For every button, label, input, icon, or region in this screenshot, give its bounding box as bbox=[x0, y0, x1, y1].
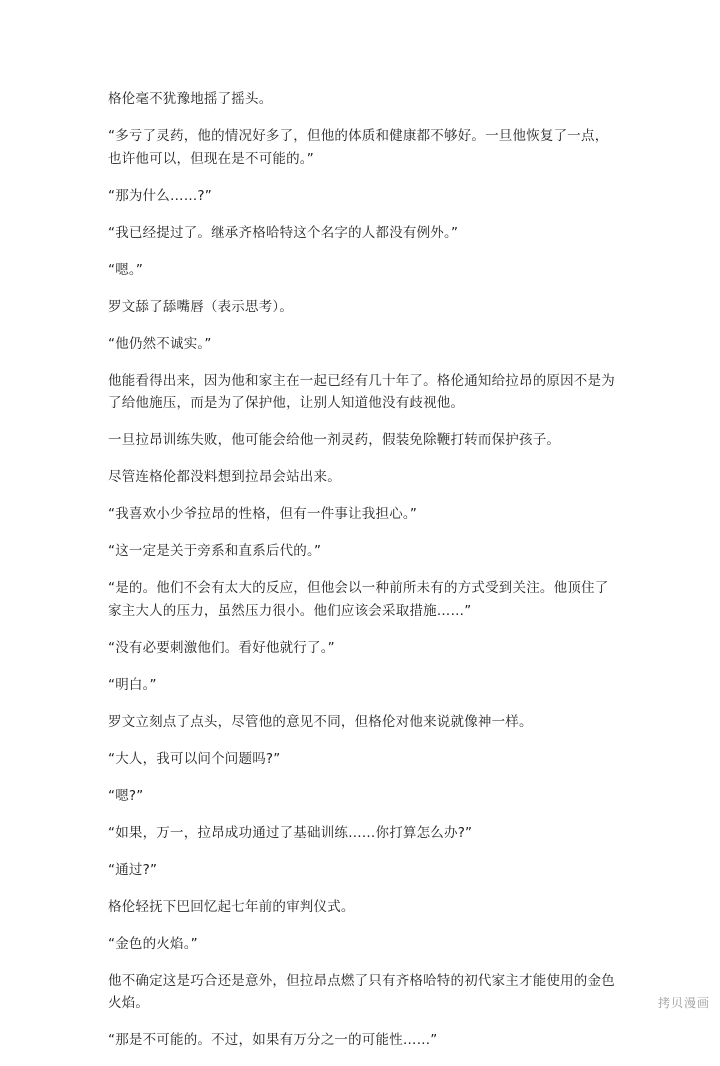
paragraph: 他不确定这是巧合还是意外，但拉昂点燃了只有齐格哈特的初代家主才能使用的金色火焰。 bbox=[108, 972, 615, 1011]
paragraph: 格伦轻抚下巴回忆起七年前的审判仪式。 bbox=[108, 898, 355, 915]
paragraph: “没有必要刺激他们。看好他就行了。” bbox=[108, 639, 335, 656]
paragraph: “金色的火焰。” bbox=[108, 935, 198, 952]
paragraph: “我已经提过了。继承齐格哈特这个名字的人都没有例外。” bbox=[108, 224, 459, 241]
paragraph: “那是不可能的。不过，如果有万分之一的可能性……” bbox=[108, 1032, 438, 1048]
paragraph: “多亏了灵药，他的情况好多了，但他的体质和健康都不够好。一旦他恢复了一点，也许他可以，但现在是不可能的。” bbox=[108, 128, 609, 167]
paragraph: 罗文舔了舔嘴唇（表示思考）。 bbox=[108, 298, 294, 315]
paragraph: “这一定是关于旁系和直系后代的。” bbox=[108, 543, 322, 559]
paragraph: 尽管连格伦都没料想到拉昂会站出来。 bbox=[108, 469, 341, 485]
paragraph: “明白。” bbox=[108, 676, 157, 693]
paragraph: “通过?” bbox=[108, 861, 158, 878]
paragraph: “那为什么……?” bbox=[108, 187, 212, 204]
document-body bbox=[108, 88, 618, 1066]
paragraph: “大人，我可以问个问题吗?” bbox=[108, 750, 281, 767]
paragraph: “是的。他们不会有太大的反应，但他会以一种前所未有的方式受到关注。他顶住了家主大人的压力，虽然压力很小。他们应该会采取措施……” bbox=[108, 580, 609, 619]
paragraph: 格伦毫不犹豫地摇了摇头。 bbox=[108, 91, 273, 107]
paragraph: “嗯?” bbox=[108, 787, 144, 804]
paragraph: “嗯。” bbox=[108, 261, 144, 278]
paragraph: “如果，万一，拉昂成功通过了基础训练……你打算怎么办?” bbox=[108, 824, 473, 841]
paragraph: 罗文立刻点了点头，尽管他的意见不同，但格伦对他来说就像神一样。 bbox=[108, 713, 533, 730]
paragraph: “我喜欢小少爷拉昂的性格，但有一件事让我担心。” bbox=[108, 506, 418, 522]
paragraph: 他能看得出来，因为他和家主在一起已经有几十年了。格伦通知给拉昂的原因不是为了给他施压，而是为了保护他，让别人知道他没有歧视他。 bbox=[108, 372, 615, 411]
paragraph: “他仍然不诚实。” bbox=[108, 335, 212, 352]
paragraph: 一旦拉昂训练失败，他可能会给他一剂灵药，假装免除鞭打转而保护孩子。 bbox=[108, 432, 561, 448]
watermark-logo: 拷贝漫画 bbox=[657, 996, 710, 1010]
